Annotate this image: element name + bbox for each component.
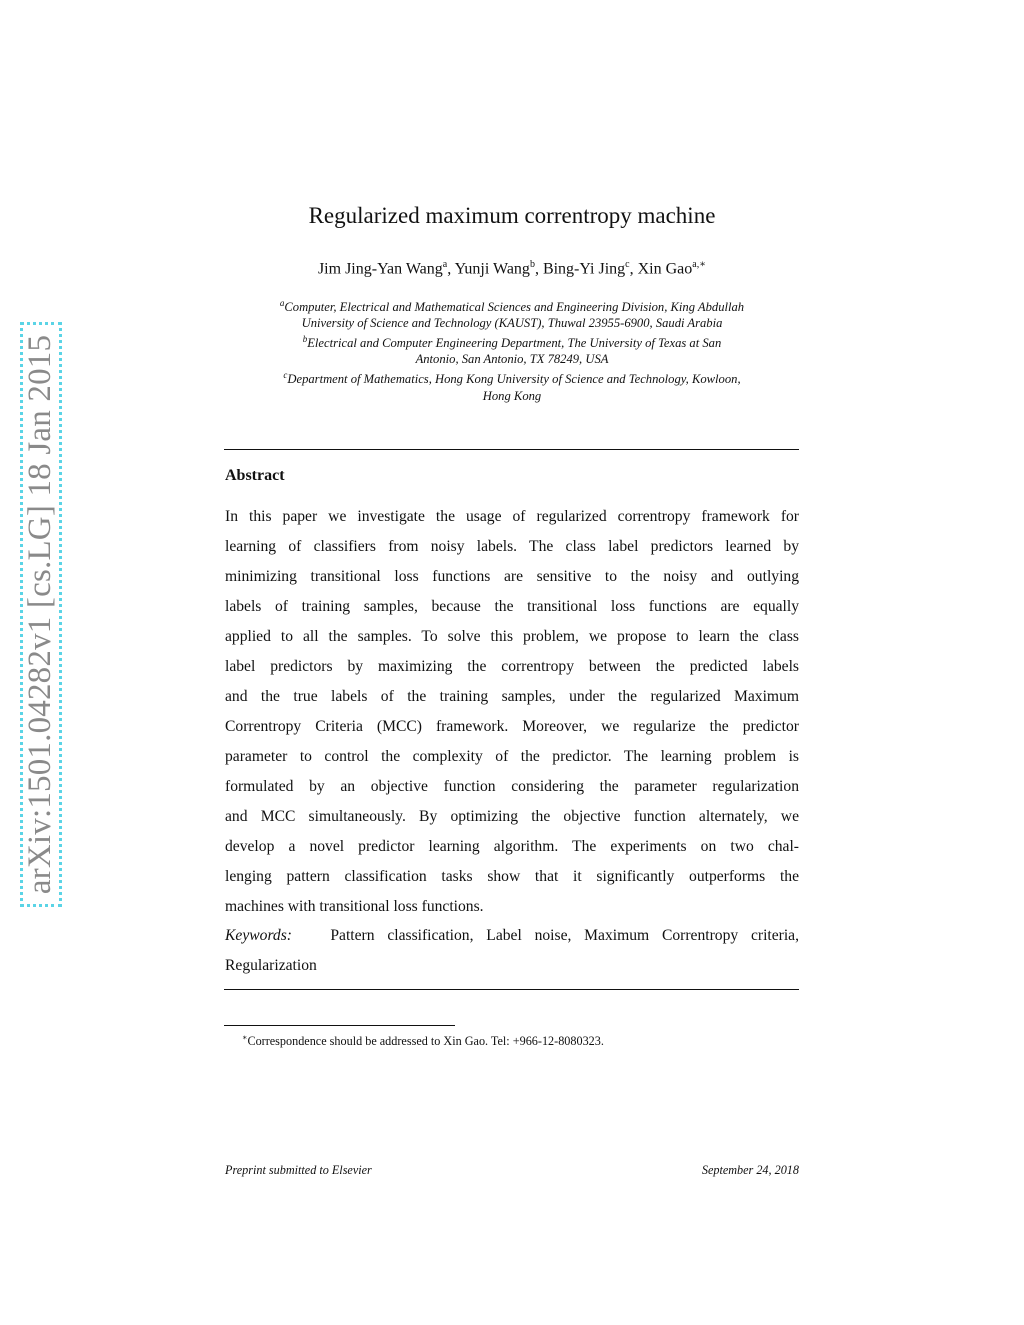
author-name: Xin Gao: [637, 260, 693, 278]
abstract-line: formulated by an objective function considering the parameter regularization: [225, 778, 799, 795]
footnote-rule: [224, 1025, 455, 1026]
abstract-line: labels of training samples, because the transitional loss functions are equally: [225, 598, 799, 615]
abstract-line: parameter to control the complexity of the predictor. The learning problem is: [225, 748, 799, 765]
abstract-heading: Abstract: [225, 467, 285, 484]
abstract-line: minimizing transitional loss functions are sensitive to the noisy and outlying: [225, 568, 799, 585]
abstract-line: Correntropy Criteria (MCC) framework. Moreover, we regularize the predictor: [225, 718, 799, 735]
affiliation-line: $^a$Computer, Electrical and Mathematical Sciences and Engineering Division, King Abdullah: [279, 298, 745, 315]
arxiv-identifier-stamp: [20, 322, 62, 907]
abstract-line: learning of classifiers from noisy labels. The class label predictors learned by: [225, 538, 799, 555]
author-affiliation-mark: b: [529, 259, 535, 270]
author-affiliation-mark: a,∗: [692, 259, 707, 270]
author-name: Yunji Wang: [454, 260, 530, 278]
footnote-mark: ∗: [242, 1033, 248, 1042]
abstract-line: lenging pattern classification tasks show that it significantly outperforms the: [225, 868, 799, 885]
abstract-line: machines with transitional loss functions.: [225, 898, 484, 915]
abstract-line: In this paper we investigate the usage of regularized correntropy framework for: [225, 508, 799, 525]
abstract-line: and the true labels of the training samples, under the regularized Maximum: [225, 688, 799, 705]
affiliation-line: $^c$Department of Mathematics, Hong Kong University of Science and Technology, Kowloon,: [283, 370, 741, 387]
affiliation-list: [225, 295, 799, 404]
affiliation-line: Antonio, San Antonio, TX 78249, USA: [415, 352, 609, 367]
keywords-list-continued: Regularization: [225, 957, 317, 974]
affiliation-line: $^b$Electrical and Computer Engineering Department, The University of Texas at San: [302, 334, 722, 351]
arxiv-identifier-text: arXiv:1501.04282v1 [cs.LG] 18 Jan 2015: [22, 334, 59, 895]
abstract-bottom-rule: [224, 989, 799, 990]
affiliation-mark: a: [279, 298, 285, 308]
abstract-line: applied to all the samples. To solve this problem, we propose to learn the class: [225, 628, 799, 645]
author-name: Jim Jing-Yan Wang: [317, 260, 443, 278]
abstract-line: label predictors by maximizing the correntropy between the predicted labels: [225, 658, 799, 675]
affiliation-line: University of Science and Technology (KAUST), Thuwal 23955-6900, Saudi Arabia: [301, 316, 723, 331]
keywords-line: [225, 925, 799, 947]
author-affiliation-mark: c: [625, 259, 630, 270]
affiliation-mark: c: [283, 370, 288, 381]
affiliation-mark: b: [302, 334, 308, 345]
abstract-top-rule: [224, 449, 799, 450]
abstract-line: and MCC simultaneously. By optimizing the objective function alternately, we: [225, 808, 799, 825]
author-list: Jim Jing-Yan Wang$^a$, Yunji Wang$^b$, Bing-Yi Jing$^c$, Xin Gao$^{a,∗}$: [317, 259, 707, 278]
affiliation-line: Hong Kong: [482, 388, 542, 403]
footnote-text: Correspondence should be addressed to Xin Gao. Tel: +966-12-8080323.: [247, 1034, 604, 1049]
abstract-line: develop a novel predictor learning algorithm. The experiments on two chal-: [225, 838, 799, 855]
footer-preprint-note: Preprint submitted to Elsevier: [225, 1163, 372, 1177]
author-name: Bing-Yi Jing: [542, 260, 626, 278]
author-affiliation-mark: a: [442, 259, 448, 270]
footer-date: September 24, 2018: [701, 1163, 799, 1177]
correspondence-footnote: [242, 1030, 604, 1049]
keywords-list: Pattern classification, Label noise, Maximum Correntropy criteria,: [330, 927, 799, 944]
keywords-label: Keywords:: [225, 927, 292, 944]
paper-title: Regularized maximum correntropy machine: [308, 203, 716, 228]
